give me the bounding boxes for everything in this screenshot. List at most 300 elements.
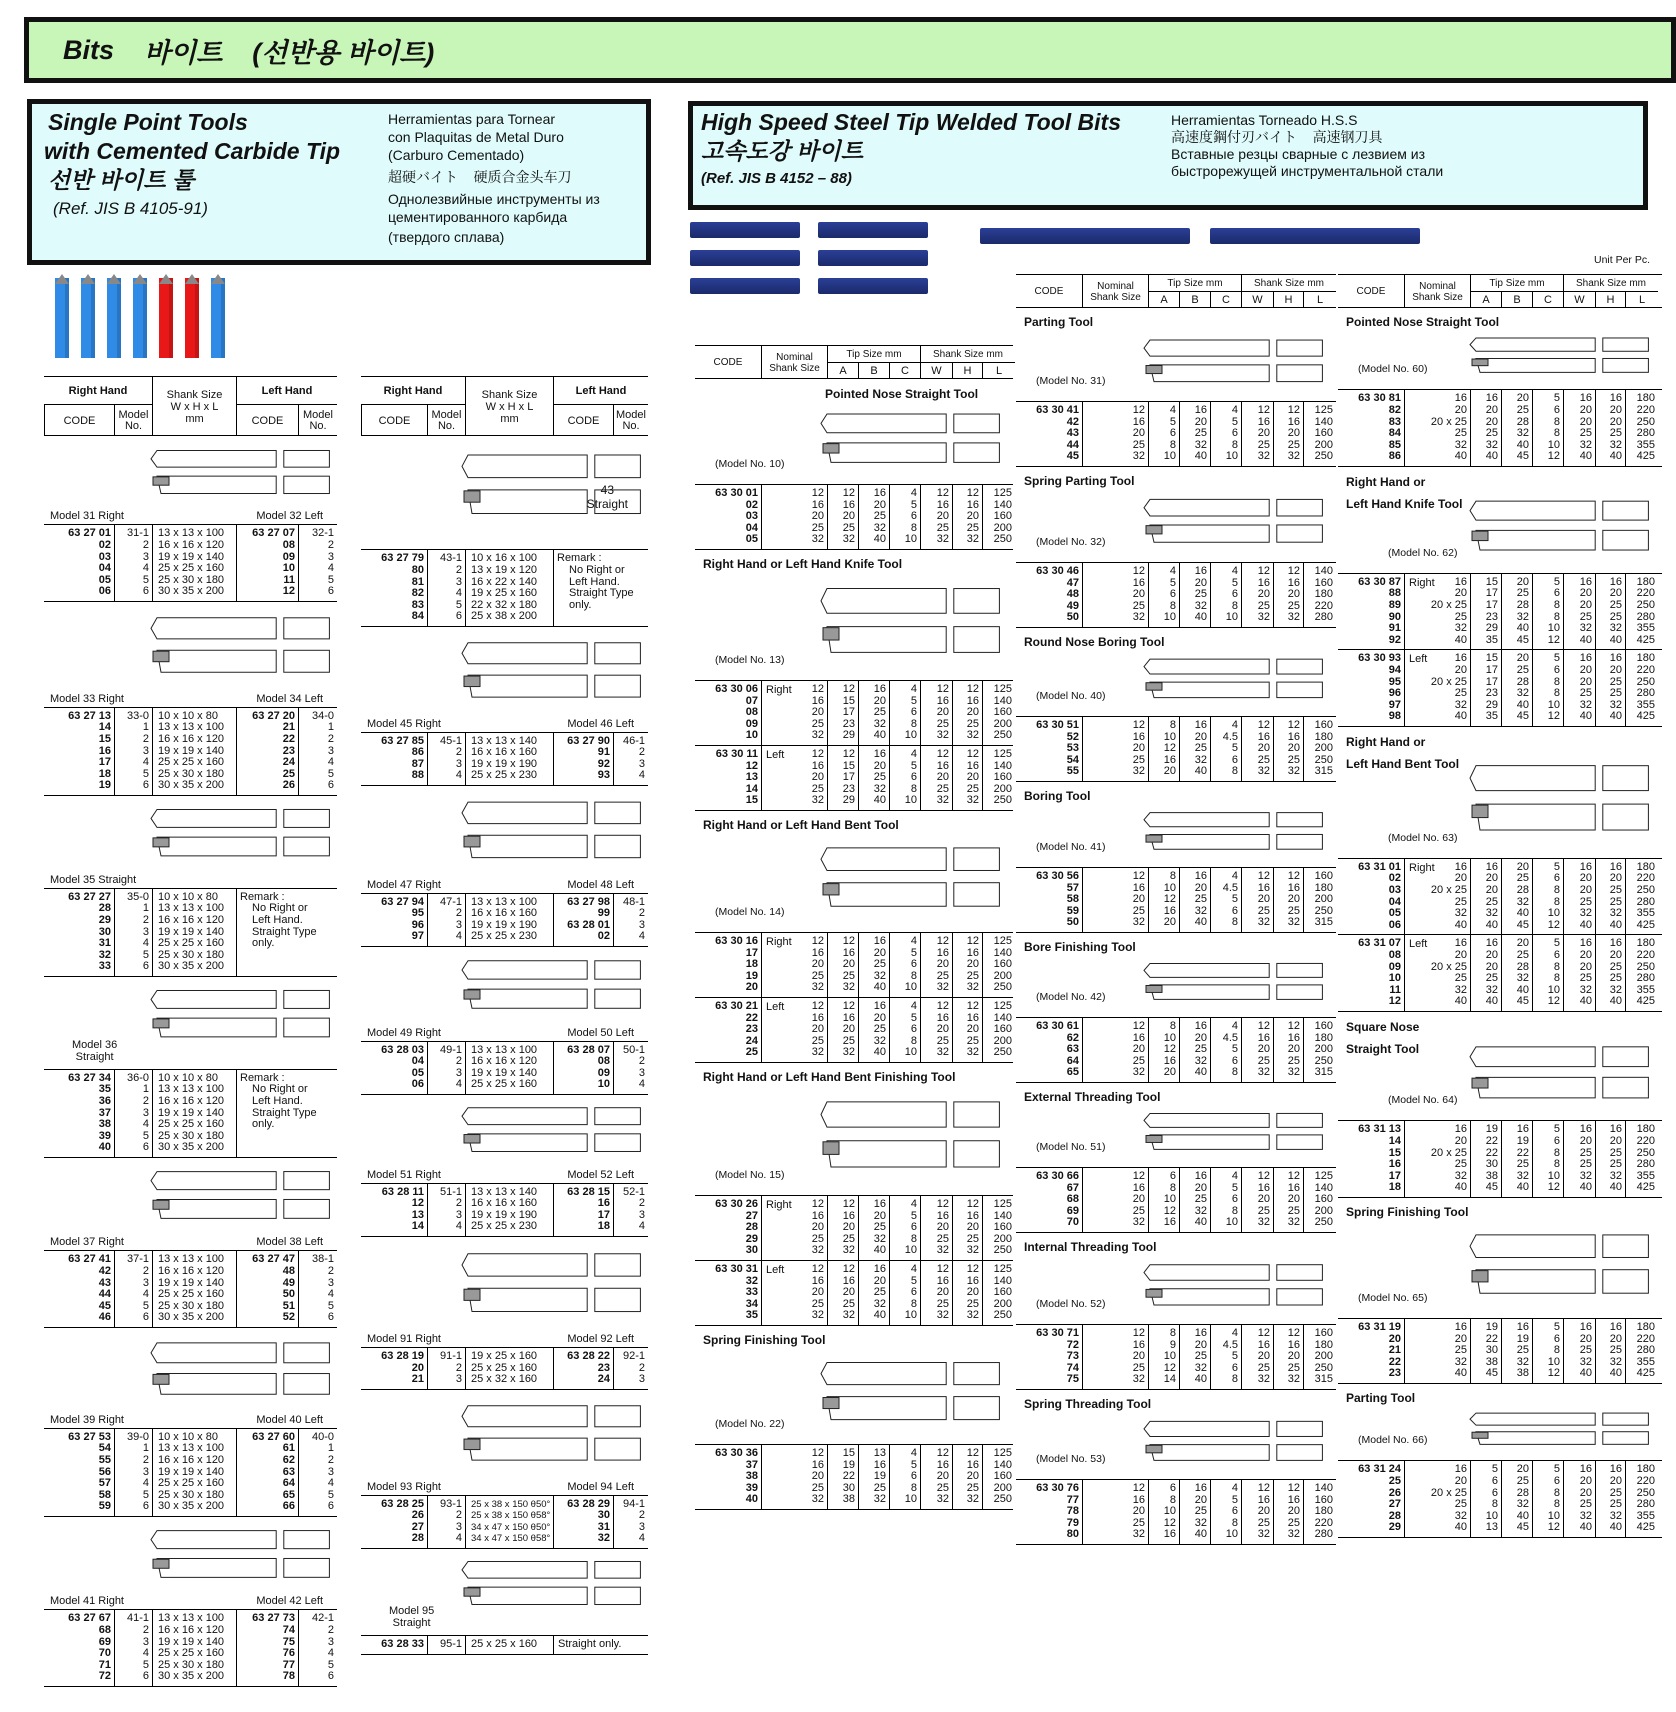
cell-line: 16 bbox=[1163, 1216, 1176, 1229]
cell-line: 160 bbox=[1314, 427, 1333, 440]
cell-line: 16 bbox=[1163, 1528, 1176, 1541]
cell-line: 5 bbox=[1553, 575, 1560, 588]
cell-line: 25 bbox=[1609, 1158, 1622, 1171]
cell-line: 20 bbox=[1132, 742, 1145, 755]
code-cell bbox=[1016, 1018, 1082, 1082]
cell-line: 32 bbox=[1485, 438, 1498, 451]
cell-line: 12 bbox=[745, 759, 758, 772]
cell-line: 45 bbox=[98, 1299, 111, 1312]
cell-line: 32 bbox=[1579, 622, 1592, 635]
cell-line: 20 bbox=[811, 706, 824, 719]
cell-line: 16 bbox=[1609, 1463, 1622, 1476]
cell-line: 6 bbox=[1231, 1054, 1238, 1067]
cell-line: 32 bbox=[873, 1493, 886, 1506]
cell-line: 32 bbox=[966, 1493, 979, 1506]
cell-line: 56 bbox=[98, 1465, 111, 1478]
spec-table bbox=[1338, 934, 1662, 1012]
cell-line: 87 bbox=[411, 757, 424, 770]
cell-line: 24 bbox=[282, 756, 295, 769]
cell-line: 220 bbox=[1636, 1475, 1655, 1488]
cell-line: 16 bbox=[1132, 415, 1145, 428]
cell-line: 31 bbox=[597, 1520, 610, 1533]
model-table bbox=[361, 1183, 648, 1237]
tool-title-line: Round Nose Boring Tool bbox=[1024, 635, 1165, 649]
header-shank-size-mm: Shank Size mm bbox=[920, 346, 1015, 363]
col-c-cell bbox=[889, 1261, 920, 1325]
cell-line: 25 bbox=[1579, 1344, 1592, 1357]
label-line: Model 95 bbox=[389, 1605, 435, 1618]
cell-line: 12 bbox=[1257, 1020, 1270, 1033]
cell-line: 64 bbox=[1066, 1054, 1079, 1067]
cell-line: 19 x 19 x 140 bbox=[158, 1276, 225, 1289]
left-model-label: Model 34 Left bbox=[256, 692, 323, 705]
nominal-shank-size-cell bbox=[761, 1261, 827, 1325]
model-table bbox=[361, 1635, 648, 1655]
cell-line: 20 bbox=[873, 694, 886, 707]
hand-label: Right bbox=[1409, 861, 1435, 874]
col-b-cell bbox=[1501, 1461, 1532, 1537]
cell-line: 28 bbox=[1516, 1486, 1529, 1499]
cell-line: 20 bbox=[1485, 960, 1498, 973]
cell-line: 125 bbox=[993, 1198, 1012, 1211]
cell-line: 21 bbox=[411, 1373, 424, 1386]
remark-line: Remark : bbox=[240, 1071, 285, 1084]
model-block bbox=[361, 947, 648, 1095]
cell-line: 45 bbox=[1516, 633, 1529, 646]
cell-line: 19 x 19 x 190 bbox=[471, 1208, 538, 1221]
cell-line: 425 bbox=[1636, 1181, 1655, 1194]
model-no-cell bbox=[114, 1429, 152, 1516]
cell-line: 40-0 bbox=[311, 1430, 334, 1443]
model-no-cell bbox=[114, 1610, 152, 1686]
spec-table bbox=[695, 997, 1013, 1063]
tool-drawing-area bbox=[1338, 467, 1662, 573]
tool-drawing-area bbox=[1016, 782, 1336, 867]
cell-line: 4 bbox=[327, 1288, 334, 1301]
model-no-cell bbox=[427, 550, 465, 626]
cell-line: 32 bbox=[1516, 427, 1529, 440]
cell-line: 5 bbox=[910, 759, 917, 772]
cell-line: 280 bbox=[1636, 687, 1655, 700]
cell-line: 12 bbox=[966, 1263, 979, 1276]
cell-line: 12 bbox=[1287, 870, 1300, 883]
cell-line: 160 bbox=[993, 771, 1012, 784]
cell-line: 6 bbox=[1231, 588, 1238, 601]
cell-line: 25 bbox=[966, 1481, 979, 1494]
nominal-shank-size-cell bbox=[1082, 1168, 1148, 1232]
col-w-cell bbox=[1563, 859, 1595, 935]
cell-line: 23 bbox=[1485, 610, 1498, 623]
header-col-l: L bbox=[982, 363, 1015, 379]
cell-line: 5 bbox=[327, 767, 334, 780]
spec-table bbox=[1016, 1324, 1336, 1390]
code-cell bbox=[361, 1496, 427, 1548]
cell-line: 13 bbox=[411, 1208, 424, 1221]
cell-line: 18 bbox=[1388, 1181, 1401, 1194]
cell-line: 16 bbox=[936, 1274, 949, 1287]
code-cell bbox=[1338, 390, 1404, 466]
cell-line: 4 bbox=[1231, 719, 1238, 732]
shank-size-cell bbox=[465, 1042, 553, 1094]
cell-line: 25 x 32 x 160 bbox=[471, 1373, 538, 1386]
remark-line: No Right or bbox=[252, 902, 308, 915]
tool-drawing-icon bbox=[1140, 487, 1330, 556]
cell-line: 2 bbox=[455, 1055, 462, 1068]
cell-line: 32 bbox=[1454, 1509, 1467, 1522]
cell-line: 2 bbox=[327, 1454, 334, 1467]
cell-line: 16 bbox=[1485, 860, 1498, 873]
cell-line: 280 bbox=[1636, 895, 1655, 908]
cell-line: 12 bbox=[1163, 893, 1176, 906]
cell-line: 20 bbox=[1579, 949, 1592, 962]
cell-line: 11 bbox=[283, 573, 295, 586]
cell-line: 4 bbox=[142, 1288, 149, 1301]
cell-line: 32 bbox=[1194, 753, 1207, 766]
cell-line: 20 x 25 bbox=[1430, 884, 1467, 897]
cell-line: 32 bbox=[1257, 1216, 1270, 1229]
shank-size-cell bbox=[465, 1348, 553, 1389]
col-c-cell bbox=[1210, 1480, 1241, 1544]
model-number-label: (Model No. 22) bbox=[715, 1418, 785, 1431]
header-col-a: A bbox=[1470, 292, 1501, 308]
carbide-ru-line: (твердого сплава) bbox=[388, 229, 505, 245]
col-w-cell bbox=[1563, 1461, 1595, 1537]
cell-line: 40 bbox=[1516, 983, 1529, 996]
cell-line: 34 x 47 x 150 θ58° bbox=[471, 1533, 551, 1545]
cell-line: 20 bbox=[1579, 415, 1592, 428]
cell-line: 12 bbox=[1257, 404, 1270, 417]
cell-line: 2 bbox=[455, 1197, 462, 1210]
cell-line: 16 bbox=[1609, 575, 1622, 588]
code-cell bbox=[361, 1042, 427, 1094]
col-a-cell bbox=[1148, 1325, 1179, 1389]
cell-line: 20 bbox=[1454, 1135, 1467, 1148]
col-h-cell bbox=[1595, 650, 1625, 726]
cell-line: 25 x 25 x 230 bbox=[471, 769, 538, 782]
col-w-cell bbox=[920, 746, 952, 810]
cell-line: 65 bbox=[1066, 1066, 1079, 1079]
cell-line: 16 bbox=[966, 694, 979, 707]
cell-line: 63 28 07 bbox=[567, 1043, 610, 1056]
right-model-label: Model 51 Right bbox=[367, 1168, 441, 1181]
left-code-cell bbox=[553, 894, 613, 946]
model-table bbox=[44, 707, 337, 796]
cell-line: 25 bbox=[1609, 960, 1622, 973]
cell-line: 280 bbox=[1636, 427, 1655, 440]
cell-line: 63 30 06 bbox=[715, 683, 758, 696]
model-number-label: (Model No. 10) bbox=[715, 458, 785, 471]
cell-line: 14 bbox=[411, 1220, 424, 1233]
cell-line: 16 bbox=[1579, 1123, 1592, 1136]
cell-line: 32 bbox=[1132, 450, 1145, 463]
cell-line: 25 bbox=[1287, 599, 1300, 612]
cell-line: 92 bbox=[1388, 633, 1401, 646]
cell-line: 32 bbox=[811, 1309, 824, 1322]
cell-line: 5 bbox=[1553, 1123, 1560, 1136]
tool-drawing-area bbox=[361, 1237, 648, 1347]
cell-line: 37 bbox=[98, 1106, 111, 1119]
cell-line: 32 bbox=[1609, 1509, 1622, 1522]
cell-line: 18 bbox=[98, 767, 111, 780]
col-a-cell bbox=[1470, 390, 1501, 466]
cell-line: 16 bbox=[1609, 392, 1622, 405]
tool-title bbox=[703, 1067, 955, 1087]
tool-title-line: Right Hand or Left Hand Bent Tool bbox=[703, 818, 899, 832]
cell-line: 11 bbox=[1389, 983, 1401, 996]
header-tip-size: Tip Size mm bbox=[827, 346, 920, 363]
cell-line: 69 bbox=[1066, 1204, 1079, 1217]
cell-line: 8 bbox=[910, 1297, 917, 1310]
cell-line: 20 bbox=[1454, 1332, 1467, 1345]
tool-title bbox=[1024, 1237, 1156, 1257]
banner-title-ko: 바이트 bbox=[144, 37, 223, 68]
cell-line: 8 bbox=[1231, 599, 1238, 612]
cell-line: 33 bbox=[745, 1286, 758, 1299]
remark-line: Remark : bbox=[240, 890, 285, 903]
cell-line: 3 bbox=[455, 1373, 462, 1386]
cell-line: 425 bbox=[1636, 1521, 1655, 1534]
tool-drawing-icon bbox=[401, 947, 648, 1024]
cell-line: 16 bbox=[811, 946, 824, 959]
cell-line: 25 bbox=[1579, 610, 1592, 623]
cell-line: 4 bbox=[455, 1532, 462, 1545]
col-w-cell bbox=[920, 998, 952, 1062]
cell-line: 20 x 25 bbox=[1430, 675, 1467, 688]
cell-line: 57 bbox=[98, 1477, 111, 1490]
cell-line: 63 27 67 bbox=[68, 1612, 111, 1625]
cell-line: 32 bbox=[1454, 907, 1467, 920]
cell-line: 68 bbox=[1066, 1193, 1079, 1206]
model-block bbox=[44, 1517, 337, 1687]
cell-line: 140 bbox=[993, 1458, 1012, 1471]
cell-line: 6 bbox=[1169, 1170, 1176, 1183]
cell-line: 40 bbox=[1194, 611, 1207, 624]
tool-block bbox=[1016, 1390, 1336, 1545]
cell-line: 25 bbox=[1485, 895, 1498, 908]
left-model-label: Model 50 Left bbox=[567, 1026, 634, 1039]
cell-line: 30 bbox=[842, 1481, 855, 1494]
cell-line: 30 x 35 x 200 bbox=[158, 1141, 225, 1154]
cell-line: 8 bbox=[1553, 960, 1560, 973]
cell-line: 20 bbox=[811, 771, 824, 784]
cell-line: 8 bbox=[1553, 599, 1560, 612]
cell-line: 355 bbox=[1636, 1355, 1655, 1368]
cell-line: 4 bbox=[910, 1447, 917, 1460]
spec-table bbox=[695, 1444, 1013, 1510]
cell-line: 45 bbox=[1516, 450, 1529, 463]
cell-line: 57 bbox=[1066, 881, 1079, 894]
tool-block bbox=[1016, 308, 1336, 467]
nominal-shank-size-cell bbox=[1404, 859, 1470, 935]
cell-line: 3 bbox=[327, 1465, 334, 1478]
cell-line: 20 bbox=[1194, 730, 1207, 743]
cell-line: 39-0 bbox=[126, 1430, 149, 1443]
cell-line: 25 bbox=[842, 969, 855, 982]
cell-line: 32 bbox=[1609, 698, 1622, 711]
nominal-shank-size-cell bbox=[761, 1196, 827, 1260]
cell-line: 160 bbox=[1314, 870, 1333, 883]
cell-line: 02 bbox=[1388, 872, 1401, 885]
cell-line: 20 bbox=[966, 706, 979, 719]
tool-title-line: Square Nose bbox=[1346, 1020, 1420, 1034]
remark-line: Left Hand. bbox=[569, 575, 620, 588]
cell-line: 12 bbox=[842, 1000, 855, 1013]
cell-line: 25 x 25 x 160 bbox=[471, 1361, 538, 1374]
cell-line: 250 bbox=[1314, 753, 1333, 766]
cell-line: 20 x 25 bbox=[1430, 1486, 1467, 1499]
cell-line: 13 x 13 x 100 bbox=[158, 527, 225, 540]
cell-line: 4.5 bbox=[1222, 730, 1238, 743]
cell-line: 40 bbox=[1194, 1373, 1207, 1386]
cell-line: 32 bbox=[811, 1046, 824, 1059]
tool-drawing-icon bbox=[84, 438, 337, 507]
cell-line: 250 bbox=[1314, 1361, 1333, 1374]
cell-line: 12 bbox=[1257, 870, 1270, 883]
cell-line: 25 bbox=[1287, 753, 1300, 766]
cell-line: 6 bbox=[1231, 904, 1238, 917]
tool-drawing-area bbox=[695, 1063, 1013, 1195]
cell-line: 425 bbox=[1636, 995, 1655, 1008]
cell-line: 32 bbox=[1579, 1509, 1592, 1522]
header-code: CODE bbox=[44, 405, 114, 436]
tool-drawing-icon bbox=[84, 1328, 337, 1411]
label-line: Straight bbox=[586, 496, 628, 511]
tool-drawing-area bbox=[1338, 1384, 1662, 1460]
cell-line: 20 x 25 bbox=[1430, 960, 1467, 973]
cell-line: 2 bbox=[142, 539, 149, 552]
spec-table bbox=[695, 680, 1013, 746]
cell-line: 25 x 25 x 160 bbox=[471, 1638, 538, 1651]
cell-line: 16 bbox=[842, 1274, 855, 1287]
cell-line: 25 x 25 x 230 bbox=[471, 930, 538, 943]
cell-line: 16 bbox=[811, 1209, 824, 1222]
cell-line: 16 bbox=[1287, 1031, 1300, 1044]
col-c-cell bbox=[1532, 574, 1563, 650]
cell-line: 19 x 19 x 140 bbox=[471, 1066, 538, 1079]
cell-line: 40 bbox=[1609, 1521, 1622, 1534]
tool-title-line: Right Hand or Left Hand Knife Tool bbox=[703, 557, 903, 571]
cell-line: 51 bbox=[282, 1299, 295, 1312]
cell-line: 20 bbox=[1579, 664, 1592, 677]
tool-drawing-icon bbox=[1140, 802, 1330, 861]
cell-line: 25 x 25 x 160 bbox=[158, 562, 225, 575]
cell-line: 25 bbox=[1257, 904, 1270, 917]
cell-line: 16 x 16 x 160 bbox=[471, 746, 538, 759]
cell-line: 40 bbox=[873, 794, 886, 807]
cell-line: 10 x 10 x 80 bbox=[158, 1071, 218, 1084]
model-block bbox=[361, 627, 648, 786]
cell-line: 20 bbox=[1609, 415, 1622, 428]
cell-line: 16 bbox=[966, 946, 979, 959]
model-block bbox=[44, 1328, 337, 1517]
cell-line: 20 bbox=[1132, 1043, 1145, 1056]
cell-line: 32 bbox=[1579, 1355, 1592, 1368]
cell-line: 12 bbox=[811, 1447, 824, 1460]
cell-line: 27 bbox=[411, 1520, 424, 1533]
cell-line: 2 bbox=[455, 907, 462, 920]
cell-line: 25 bbox=[1194, 1193, 1207, 1206]
cell-line: 48 bbox=[282, 1265, 295, 1278]
header-col-a: A bbox=[1148, 292, 1179, 308]
cell-line: 63 28 29 bbox=[567, 1497, 610, 1510]
cell-line: 5 bbox=[1231, 1043, 1238, 1056]
cell-line: 355 bbox=[1636, 1169, 1655, 1182]
cell-line: 16 bbox=[1257, 730, 1270, 743]
cell-line: 90 bbox=[1388, 610, 1401, 623]
model-table bbox=[361, 1041, 648, 1095]
cell-line: 81 bbox=[411, 575, 424, 588]
cell-line: 80 bbox=[1066, 1528, 1079, 1541]
left-code-cell bbox=[553, 1184, 613, 1236]
shank-size-cell bbox=[465, 550, 553, 626]
cell-line: 13 x 13 x 140 bbox=[471, 1185, 538, 1198]
carbide-jp: 超硬バイト bbox=[388, 169, 458, 185]
col-l-cell bbox=[1625, 935, 1658, 1011]
cell-line: 40 bbox=[1609, 633, 1622, 646]
model-table bbox=[361, 893, 648, 947]
cell-line: 63 31 19 bbox=[1358, 1321, 1401, 1334]
cell-line: 12 bbox=[1163, 742, 1176, 755]
cell-line: 140 bbox=[993, 1209, 1012, 1222]
cell-line: 12 bbox=[811, 748, 824, 761]
cell-line: 2 bbox=[638, 1055, 645, 1068]
cell-line: 20 bbox=[1609, 949, 1622, 962]
cell-line: 160 bbox=[993, 1023, 1012, 1036]
tool-drawing-icon bbox=[84, 1158, 337, 1233]
nominal-shank-size-cell bbox=[1082, 563, 1148, 627]
cell-line: 10 bbox=[1388, 972, 1401, 985]
remark-line: Straight Type bbox=[252, 925, 317, 938]
carbide-translations bbox=[388, 110, 600, 246]
cell-line: 25 bbox=[1454, 1498, 1467, 1511]
cell-line: 32 bbox=[1454, 438, 1467, 451]
hss-ref: (Ref. JIS B 4152 – 88) bbox=[701, 170, 852, 187]
cell-line: 44 bbox=[98, 1288, 111, 1301]
hss-ru-line: Вставные резцы сварные с лезвием из bbox=[1171, 146, 1426, 162]
tool-drawing-icon bbox=[1466, 328, 1656, 383]
col-w-cell bbox=[1241, 1480, 1273, 1544]
cell-line: 4 bbox=[327, 1477, 334, 1490]
tool-bit-photo-item bbox=[107, 278, 121, 358]
cell-line: 10 bbox=[904, 533, 917, 546]
cell-line: 25 bbox=[1132, 1204, 1145, 1217]
left-model-no-cell bbox=[613, 894, 648, 946]
code-cell bbox=[695, 933, 761, 997]
col-c-cell bbox=[889, 1445, 920, 1509]
spec-table bbox=[1338, 1460, 1662, 1538]
cell-line: 12 bbox=[936, 1000, 949, 1013]
cell-line: 09 bbox=[597, 1066, 610, 1079]
cell-line: 4 bbox=[638, 769, 645, 782]
cell-line: 63 28 19 bbox=[381, 1350, 424, 1363]
cell-line: 20 bbox=[1609, 664, 1622, 677]
tool-title bbox=[1346, 471, 1462, 515]
cell-line: 25 bbox=[1257, 599, 1270, 612]
cell-line: 17 bbox=[842, 706, 855, 719]
cell-line: 200 bbox=[993, 1481, 1012, 1494]
cell-line: 10 bbox=[1547, 1355, 1560, 1368]
cell-line: 63 30 31 bbox=[715, 1263, 758, 1276]
cell-line: 04 bbox=[411, 1055, 424, 1068]
cell-line: 19 x 19 x 140 bbox=[158, 744, 225, 757]
col-b-cell bbox=[1501, 390, 1532, 466]
cell-line: 4 bbox=[910, 683, 917, 696]
cell-line: 25 bbox=[1609, 599, 1622, 612]
cell-line: 200 bbox=[993, 1232, 1012, 1245]
spec-table bbox=[1338, 1120, 1662, 1198]
cell-line: 20 bbox=[966, 771, 979, 784]
cell-line: 200 bbox=[993, 969, 1012, 982]
